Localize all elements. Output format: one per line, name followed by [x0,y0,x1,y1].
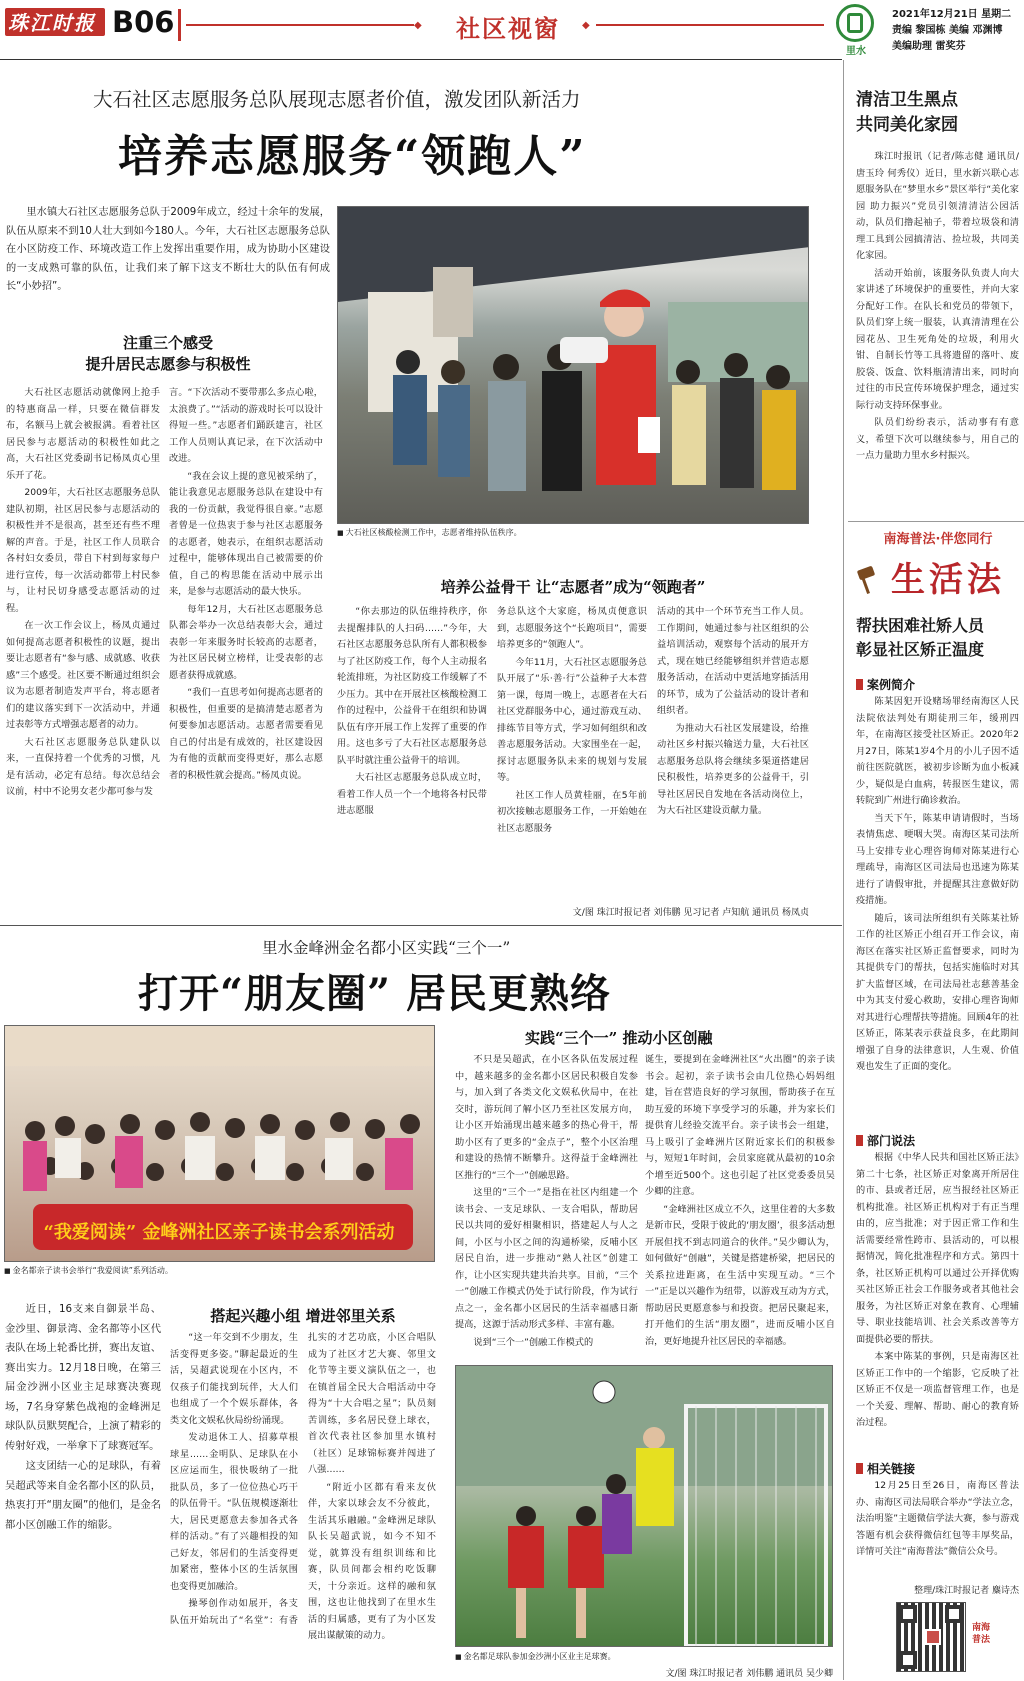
paragraph: “这一年交到不少朋友，生活变得更多姿。”聊起最近的生活，吴超武说现在小区内，不仅孩子们能找到玩伴，大人们也组成了一个个娱乐群体，各类文化文娱私伙局纷纷涌现。 [170,1332,298,1426]
headline-line: 共同美化家园 [856,115,958,135]
story1-column-4 [497,604,647,898]
story1-column-1 [6,385,160,900]
paragraph: 不只是吴超武，在小区各队伍发展过程中，越来越多的金名都小区居民积极自发参与，加入到了各类文化文娱私伙局中，在社交时，游玩间了解小区乃至社区发展方向，让小区开始涌现出越来越多的热心骨干，帮助小区有了更多的“金点子”，整个小区治理和建设的热情不断攀升。这得益于金峰洲社区推行的“三个一”创融思路。 [455,1054,638,1181]
subhead-line: 注重三个感受 [122,334,213,352]
paragraph: 务总队这个大家庭，杨凤贞便意识到，志愿服务这个“长跑项目”，需要培养更多的“领跑人”。 [497,606,647,650]
story1-byline: 文/图 珠江时报记者 刘伟鹏 见习记者 卢知航 通讯员 杨凤贞 [572,908,809,918]
page-number: B06 [112,5,175,39]
story2-byline: 文/图 珠江时报记者 刘伟鹏 通讯员 吴少卿 [665,1669,833,1679]
sidebar2-case-body [856,694,1019,1128]
paragraph: 今年11月，大石社区志愿服务总队开展了“乐·善·行”公益种子大本营第一课，每周一晚上，志愿者在大石社区党群服务中心，通过游戏互动、排练节目等方式，学习如何组织和改善志愿服务活动。大家围坐在一起，探讨志愿服务队未来的规划与发展等。 [497,656,647,783]
assistant-line: 美编助理 雷奖芬 [892,41,966,52]
story1-headline: 培养志愿服务“领跑人” [118,131,587,182]
masthead [0,0,1024,57]
paragraph: 当天下午，陈某申请请假时，当场表情焦虑、哽咽大哭。南海区某司法所马上安排专业心理咨询师对陈某进行心理疏导，南海区区司法局也迅速为陈某进行了请假审批，并提醒其注意做好防疫措施。 [856,812,1019,906]
story2-photo-caption: ■ 金名都亲子读书会举行“我爱阅读”系列活动。 [4,1265,435,1277]
paragraph: 这里的“三个一”是指在社区内组建一个读书会、一支足球队、一支合唱队，帮助居民以共同的爱好相聚相识，搭建起人与人之间，小区与小区之间的沟通桥梁，反哺小区居民自治，进一步推动“熟人社区”创建工作，让小区实现共建共治共享。目前，“三个一”创融工作模式仍处于试行阶段，作为试行点之一，金名都小区居民的生活幸福感日渐提高，这源于活动形式多样、丰富有趣。 [455,1187,638,1330]
paragraph: 大石社区志愿活动就像网上抢手的特惠商品一样，只要在微信群发布，名额马上就会被报满。看着社区居民参与志愿活动的积极性如此之高，大石社区党委副书记杨凤贞心里乐开了花。 [6,387,160,481]
section-case-heading: 案例简介 [856,676,915,693]
sidebar-divider [843,60,844,1680]
paragraph: 本案中陈某的事例，只是南海区社区矫正工作中的一个缩影，它反映了社区矫正不仅是一项监督管理工作，也是一个关爱、理解、帮助、耐心的教育矫治过程。 [856,1351,1019,1428]
gavel-icon [856,568,876,598]
story1-photo [337,206,809,524]
lead-paragraph: 里水镇大石社区志愿服务总队于2009年成立，经过十余年的发展，队伍从原来不到10人壮大到如今180人。今年，大石社区志愿服务总队在小区防疫工作、环境改造工作上发挥出重要作用，成为协助小区建设的一支成熟可靠的队伍，让我们来了解下这支不断壮大的队伍有何成长“小妙招”。 [6,207,330,292]
sidebar2-tag: 南海普法·伴您同行 [883,532,993,547]
subhead-line: 提升居民志愿参与积极性 [85,355,251,373]
story1-photo-caption: ■ 大石社区核酸检测工作中，志愿者维持队伍秩序。 [337,527,809,539]
story1-subhead-2: 培养公益骨干 让“志愿者”成为“领跑者” [440,578,706,596]
reading-banner: “我爱阅读” 金峰洲社区亲子读书会系列活动 [43,1222,395,1243]
sidebar1-body [856,149,1019,519]
law-logo-text: 生活法 [891,560,1005,600]
paragraph: 12月25日至26日，南海区普法办、南海区司法局联合举办“学法立念，法治明鉴”主题微信学法大赛，参与游戏答题有机会获得微信红包等丰厚奖品，详情可关注“南海普法”微信公众号。 [856,1480,1019,1557]
story2-kicker: 里水金峰洲金名都小区实践“三个一” [262,939,511,957]
paragraph: 近日，16支来自御景半岛、金沙里、御景湾、金名都等小区代表队在场上轮番比拼，赛出友谊、赛出实力。12月18日晚，在第三届金沙洲小区业主足球赛决赛现场，7名身穿紫色战袍的金峰洲足球队队员默契配合，上演了精彩的传射好戏，一举拿下了球赛冠军。 [5,1303,161,1452]
story2-football-photo [455,1365,833,1647]
section-title: 社区视窗 [456,14,560,43]
qr-label: 南海普法 [972,1623,991,1645]
paragraph: “你去那边的队伍维持秩序，你去提醒排队的人扫码……”今年，大石社区志愿服务总队所有人都积极参与了社区防疫工作，每个人主动报名轮流排班，为社区防疫工作缓解了不少压力。其中在开展社区核酸检测工作的过程中，公益骨干在组织和协调队伍有序开展工作上发挥了重要的作用。这也多亏了大石社区志愿服务总队平时就注重公益骨干的培训。 [337,606,487,766]
paragraph: 珠江时报讯（记者/陈志健 通讯员/唐玉玲 何秀仪）近日，里水新兴联心志愿服务队在“梦里水乡”景区举行“美化家园 助力振兴”党员引领清清洁公园活动，队员们撸起袖子，带着垃圾袋和清理工具到公园搞清洁、捡垃圾，共同美化家园。 [856,151,1019,261]
paragraph: 这支团结一心的足球队，有着吴超武等来自金名都小区的队员，热衷打开“朋友圈”的他们，是金名都小区创融工作的缩影。 [5,1460,161,1531]
paragraph: 活动的其中一个环节充当工作人员。工作期间，她通过参与社区组织的公益培训活动，观察每个活动的展开方式，现在她已经能够组织并营造志愿服务活动，在活动中更活地穿插活用的环节，成为了公益活动的设计者和组织者。 [657,606,809,716]
paragraph: 发动退休工人、招募草根球星……金明队、足球队在小区应运而生，很快吸纳了一批批队员，多了一位位热心巧干的队伍骨干。“队伍规模逐渐壮大，居民更愿意去参加各式各样的活动。”有了兴趣相投的知己好友，邻居们的生活变得更加紧密，整体小区的生活氛围也变得更加融洽。 [170,1432,298,1592]
masthead-rule-left [186,24,414,26]
qr-code [896,1602,966,1672]
paragraph: 在一次工作会议上，杨凤贞通过如何提高志愿者积极性的议题，提出要让志愿者有“参与感、成就感、收获感”三个感受。社区要不断通过组织会议为志愿者制造发声平台，将志愿者们的建议落实到下一次活动中，并通过表彰等方式增强志愿者的动力。 [6,620,160,730]
diamond-icon: ◆ [582,20,590,31]
photo-illustration [456,1366,833,1647]
editor-line: 责编 黎国栋 美编 邓渊博 [892,25,1003,36]
paragraph: “我们一直思考如何提高志愿者的积极性，但重要的是搞清楚志愿者为何要参加志愿活动。志愿者需要看见自己的付出是有成效的，社区建设因为有他的贡献而变得更好，那么志愿者的积极性就会提高。”杨凤贞说。 [169,687,323,781]
story1-column-2 [169,385,323,900]
masthead-rule-right [596,24,824,26]
paragraph: 每年12月，大石社区志愿服务总队都会举办一次总结表彰大会，通过表彰一年来服务时长较高的志愿者，为社区居民树立榜样，让受表彰的志愿者获得成就感。 [169,603,323,681]
headline-line: 清洁卫生黑点 [856,90,958,110]
section-dept-heading: 部门说法 [856,1132,915,1149]
sidebar2-dept-body [856,1150,1019,1456]
story1-column-5 [657,604,809,898]
masthead-divider [178,9,181,41]
paragraph: 2009年，大石社区志愿服务总队建队初期，社区居民参与志愿活动的积极性并不是很高，甚至还有些不理解的声音。于是，社区工作人员联合各村妇女委员，带自下村到每家每户进行宣传，每一次活动都带上村民参与，让村民切身感受志愿活动的过程。 [6,487,160,614]
sidebar1-headline [856,88,1016,138]
paragraph: 大石社区志愿服务总队建队以来，一直保持着一个优秀的习惯，凡是有活动，必定有总结。每次总结会议前，村中不论男女老少都可参与发 [6,736,160,797]
story1-subhead-1 [6,333,330,375]
paragraph: 陈某因犯开设赌场罪经南海区人民法院依法判处有期徒刑三年，缓刑四年，在南海区接受社区矫正。2020年2月27日，陈某1岁4个月的小儿子因不适前往医院就医，被初步诊断为血小板减少，疑似是白血病，转报医生建议，需转院到广州进行确诊救治。 [856,696,1019,806]
paragraph: 言。“下次活动不要带那么多点心啦，太浪费了。”“活动的游戏时长可以设计得短一些。”志愿者们踊跃建言，社区工作人员则认真记录，在下次活动中改进。 [169,387,323,464]
story2-column-c [455,1052,638,1362]
paragraph: 为推动大石社区发展建设，给推动社区乡村振兴输送力量，大石社区志愿服务总队将会继续多渠道搭建居民积极性，培养更多的公益骨干，引导社区居民自发地在各活动岗位上，为大石社区建设贡献力量。 [657,722,809,816]
story-separator [0,925,842,926]
paragraph: 根据《中华人民共和国社区矫正法》第二十七条，社区矫正对象离开所居住的市、县或者迁居，应当报经社区矫正机构批准。社区矫正机构对于有正当理由的，应当批准；对于因正常工作和生活需要经常性跨市、县活动的，可以根据情况，简化批准程序和方式。第四十条，社区矫正机构可以通过公开择优购买社区矫正社会工作服务或者其他社会服务，为社区矫正对象在教育、心理辅导、职业技能培训、社会关系改善等方面提供必要的帮扶。 [856,1152,1019,1345]
paragraph: 诞生，要提到在金峰洲社区“火出圈”的亲子读书会。起初，亲子读书会由几位热心妈妈组建，旨在营造良好的学习氛围，帮助孩子在互助互爱的环境下享受学习的乐趣，并为家长们提供育儿经验交流平台。亲子读书会一组建，马上吸引了金峰洲片区附近家长们的积极参与，短短1年时间，会员家庭就从最初的10余个增至近500个。这也引起了社区党委委员吴少卿的注意。 [645,1054,835,1197]
issue-date: 2021年12月21日 星期二 [892,9,1012,20]
sidebar2-byline: 整理/珠江时报记者 麋诗杰 [914,1586,1019,1596]
story2-column-d [645,1052,835,1362]
paragraph: 大石社区志愿服务总队成立时，看着工作人员一个一个地将各村民带进志愿服 [337,772,487,816]
story2-photo2-caption: ■ 金名都足球队参加金沙洲小区业主足球赛。 [455,1651,833,1663]
headline-line: 彰显社区矫正温度 [856,640,985,659]
paragraph: 随后，该司法所组织有关陈某社矫工作的社区矫正小组召开工作会议，南海区在落实社区矫正监督要求，同时为其提供专门的帮扶，包括实施临时对其扩大监督区域，在司法局社志慈善基金中为其支付爱心救助，安排心理咨询师对其进行心理帮扶等措施。回顾4年的社区矫正，陈某表示获益良多，在此期间增强了自身的法律意识，人生观、价值观也发生了正面的变化。 [856,912,1019,1072]
paragraph: “金峰洲社区成立不久，这里住着的大多数是新市民，受限于彼此的‘朋友圈’，很多活动想开展但找不到志同道合的伙伴。”吴少卿认为，如何做好“创融”，关键是搭建桥梁，把居民的关系拉进距离，在生活中实现互动。“三个一”正是以兴趣作为纽带，以游戏互动为方式，帮助居民更愿意参与和投资。把居民聚起来，打开他们的生活“朋友圈”，进而反哺小区自治，更好地提升社区居民的幸福感。 [645,1203,835,1347]
story2-column-b [170,1330,436,1675]
sidebar2-link-body [856,1478,1019,1580]
district-logo-text: 里水 [846,46,866,57]
story2-column-a [5,1300,161,1670]
photo-illustration [338,207,809,524]
district-logo [836,4,874,42]
story2-headline: 打开“朋友圈” 居民更熟络 [138,970,611,1017]
sidebar-separator [848,521,1024,522]
paragraph: “附近小区都有看来友伙伴，大家以球会友不分彼此，生活其乐融融。”金峰洲足球队队长吴超武说，如今不知不觉，就算没有组织训练和比赛，队员间都会相约吃饭聊天，十分亲近。这样的融和氛围，这也让他找到了在里水生活的归属感，更有了为小区发展出谋献策的动力。 [308,1481,436,1641]
story1-lead [6,204,330,298]
law-logo [856,552,1020,608]
story2-subhead-1: 实践“三个一” 推动小区创融 [525,1029,713,1047]
story2-subhead-2: 搭起兴趣小组 增进邻里关系 [210,1307,396,1325]
paragraph: 说到“三个一”创融工作模式的 [473,1336,594,1348]
diamond-icon: ◆ [414,20,422,31]
section-link-heading: 相关链接 [856,1460,915,1477]
sidebar2-headline [856,614,1020,662]
headline-line: 帮扶困难社矫人员 [856,616,985,635]
story1-kicker: 大石社区志愿服务总队展现志愿者价值，激发团队新活力 [93,88,581,111]
story1-column-3 [337,604,487,898]
paragraph: 队员们纷纷表示，活动事有有意义，希望下次可以继续参与，用自己的一点力量助力里水乡村振兴。 [856,417,1019,461]
paragraph: 操琴创作动如展开，各支队伍开始玩出了“名堂”：有香扎实的才艺功底，小区合唱队成为了社区才艺大赛、邻里文化节等主要义演队伍之一，也在镇首届全民大合唱活动中夺得为“十大合唱之星”；队员刻苦训练，多名居民登上球衣，首次代表社区参加里水镇村（社区）足球锦标赛并闯进了八强…… [170,1332,436,1626]
masthead-bottom-rule [0,59,842,60]
paper-name: 珠江时报 [8,11,96,35]
paragraph: 社区工作人员黄桂丽，在5年前初次接触志愿服务工作，一开始她在社区志愿服务 [497,789,647,834]
paragraph: “我在会议上提的意见被采纳了，能让我意见志愿服务总队在建设中有我的一份贡献，我觉得很自豪。”志愿者曾是一位热衷于参与社区志愿服务的志愿者，她表示，在组织志愿活动过程中，能够体现出自己被需要的价值，自己的构思能在活动中展示出来，是参与志愿活动的最大快乐。 [169,470,323,597]
paragraph: 活动开始前，该服务队负责人向大家讲述了环境保护的重要性，并向大家分配好工作。在队长和党员的带领下，队员们穿上统一服装，认真清清理在公园花丛、卫生死角处的垃圾，利用火钳、自制长竹等工具将遗留的落叶、废胶袋、饭盒、饮料瓶清清出来，同时向过往的市民宣传环境保护理念，通过实际行动支持环保事业。 [856,267,1019,411]
